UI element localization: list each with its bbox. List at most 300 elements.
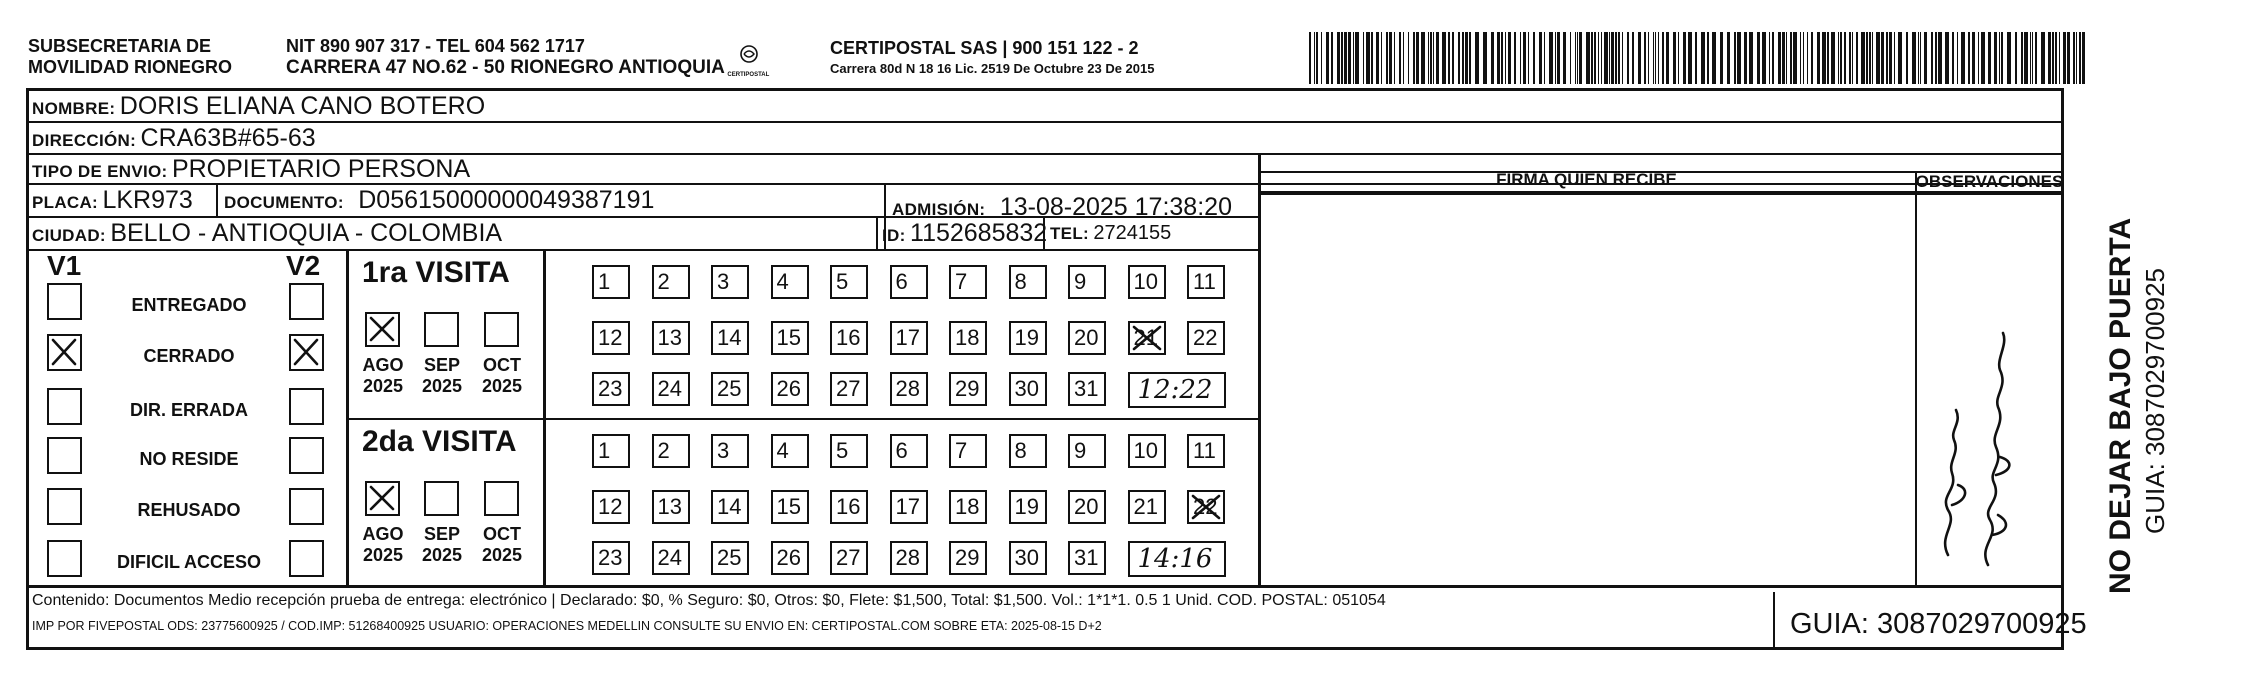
v1-checkbox[interactable] <box>47 488 82 525</box>
barcode-bar <box>1662 32 1664 84</box>
handwritten-signature <box>1908 275 2028 575</box>
handwritten-time: 14:16 <box>1137 544 1213 574</box>
month-checkbox[interactable] <box>424 481 459 516</box>
barcode-bar <box>1557 32 1560 84</box>
barcode-bar <box>1786 32 1787 84</box>
barcode-bar <box>1712 32 1716 84</box>
barcode-bar <box>1886 32 1888 84</box>
month-checkbox[interactable] <box>365 312 400 347</box>
barcode-bar <box>1363 32 1364 84</box>
day-number: 26 <box>776 545 801 570</box>
day-box[interactable] <box>949 541 987 575</box>
barcode-bar <box>1655 32 1656 84</box>
footer-content-line: Contenido: Documentos Medio recepción prueba de entrega: electrónico | Declarado: $0, % Seguro: $0, Otros: $0, Flete: $1,500, Total: $1,500. Vol.: 1*1*1. 0.5 1 Unid. COD. POSTAL: 051054 <box>32 592 1386 609</box>
day-number: 20 <box>1074 325 1099 350</box>
v2-checkbox[interactable] <box>289 388 324 425</box>
day-number: 19 <box>1014 494 1039 519</box>
barcode-bar <box>1782 32 1785 84</box>
month-label <box>474 524 530 566</box>
admission-value: 13-08-2025 17:38:20 <box>999 193 1232 221</box>
v2-checkbox[interactable] <box>289 437 324 474</box>
barcode-bar <box>1497 32 1500 84</box>
month-year: 2025 <box>421 376 463 396</box>
day-number: 9 <box>1074 269 1087 294</box>
v1-checkbox[interactable] <box>47 334 82 371</box>
barcode-bar <box>1999 32 2000 84</box>
barcode-bar <box>1889 32 1892 84</box>
barcode-bar <box>1570 32 1571 84</box>
day-number: 23 <box>598 376 623 401</box>
barcode <box>1309 32 2089 84</box>
barcode-bar <box>1749 32 1753 84</box>
v2-checkbox[interactable] <box>289 540 324 577</box>
barcode-bar <box>1622 32 1623 84</box>
barcode-bar <box>2076 32 2077 84</box>
guia-vertical: GUIA: 3087029700925 <box>2140 268 2170 534</box>
v1-checkbox[interactable] <box>47 437 82 474</box>
time-box[interactable] <box>1128 372 1226 408</box>
barcode-bar <box>1421 32 1425 84</box>
day-box[interactable] <box>1009 541 1047 575</box>
day-number: 30 <box>1014 376 1039 401</box>
barcode-bar <box>2024 32 2028 84</box>
barcode-bar <box>1436 32 1439 84</box>
day-box[interactable] <box>949 321 987 355</box>
shipment-type: PROPIETARIO PERSONA <box>171 155 471 183</box>
status-label: CERRADO <box>143 346 235 366</box>
barcode-bar <box>2067 32 2070 84</box>
barcode-bar <box>1408 32 1409 84</box>
month-name: SEP <box>423 355 461 375</box>
day-number: 2 <box>657 438 670 463</box>
day-box[interactable] <box>890 321 928 355</box>
barcode-bar <box>1918 32 1919 84</box>
barcode-bar <box>1778 32 1781 84</box>
day-box[interactable] <box>830 372 868 406</box>
day-number: 5 <box>836 269 849 294</box>
day-number: 29 <box>955 376 980 401</box>
plate-label: PLACA: <box>32 193 99 212</box>
barcode-bar <box>1321 32 1322 84</box>
observations-header: OBSERVACIONES <box>1915 172 2064 191</box>
day-box[interactable] <box>949 372 987 406</box>
barcode-bar <box>1844 32 1846 84</box>
barcode-bar <box>1533 32 1535 84</box>
month-checkbox[interactable] <box>484 481 519 516</box>
barcode-bar <box>1465 32 1468 84</box>
day-number: 13 <box>657 325 682 350</box>
day-box[interactable] <box>771 434 809 468</box>
month-label <box>474 355 530 397</box>
barcode-bar <box>1483 32 1487 84</box>
day-number: 16 <box>836 325 861 350</box>
day-box[interactable] <box>1009 490 1047 524</box>
month-name: AGO <box>362 355 404 375</box>
day-box[interactable] <box>890 372 928 406</box>
day-box[interactable] <box>1009 265 1047 299</box>
day-box[interactable] <box>949 434 987 468</box>
barcode-bar <box>2079 32 2081 84</box>
barcode-bar <box>1852 32 1853 84</box>
type-row <box>32 155 470 184</box>
barcode-bar <box>1341 32 1343 84</box>
barcode-bar <box>1653 32 1654 84</box>
tel-label: TEL: <box>1050 224 1089 243</box>
barcode-bar <box>1386 32 1388 84</box>
barcode-bar <box>2032 32 2033 84</box>
day-number: 3 <box>717 269 730 294</box>
barcode-bar <box>1856 32 1858 84</box>
barcode-bar <box>1648 32 1649 84</box>
day-box[interactable] <box>1068 265 1106 299</box>
day-number: 11 <box>1193 269 1216 294</box>
x-mark-icon <box>367 314 397 344</box>
month-year: 2025 <box>362 376 404 396</box>
day-box[interactable] <box>1187 434 1225 468</box>
barcode-bar <box>2052 32 2054 84</box>
header-company <box>830 38 1154 76</box>
barcode-bar <box>2059 32 2060 84</box>
barcode-bar <box>1957 32 1958 84</box>
barcode-bar <box>1381 32 1382 84</box>
day-number: 16 <box>836 494 861 519</box>
barcode-bar <box>2048 32 2051 84</box>
license-line: Carrera 80d N 18 16 Lic. 2519 De Octubre 23 De 2015 <box>830 61 1155 76</box>
day-box[interactable] <box>592 541 630 575</box>
x-mark-icon <box>291 336 321 368</box>
city-label: CIUDAD: <box>32 226 106 245</box>
day-box[interactable] <box>592 372 630 406</box>
barcode-bar <box>1475 32 1479 84</box>
barcode-bar <box>1894 32 1895 84</box>
barcode-bar <box>1772 32 1774 84</box>
month-year: 2025 <box>481 376 523 396</box>
day-box[interactable] <box>830 434 868 468</box>
day-box[interactable] <box>771 265 809 299</box>
day-number: 21 <box>1133 494 1158 519</box>
barcode-bar <box>1961 32 1965 84</box>
barcode-bar <box>1337 32 1340 84</box>
visit-title: 2da VISITA <box>362 425 517 458</box>
day-box[interactable] <box>1187 265 1225 299</box>
header-contact <box>286 36 769 78</box>
tel-field <box>1050 222 1171 245</box>
day-box[interactable] <box>949 265 987 299</box>
day-box[interactable] <box>1128 434 1166 468</box>
month-name: OCT <box>483 524 521 544</box>
barcode-bar <box>1316 32 1318 84</box>
status-label: DIFICIL ACCESO <box>116 552 261 572</box>
day-number: 7 <box>955 438 968 463</box>
month-year: 2025 <box>421 545 463 565</box>
barcode-bar <box>2021 32 2023 84</box>
barcode-bar <box>1430 32 1432 84</box>
barcode-bar <box>1609 32 1610 84</box>
barcode-bar <box>1632 32 1634 84</box>
day-box[interactable] <box>1128 321 1166 355</box>
day-number: 22 <box>1193 494 1218 519</box>
day-box[interactable] <box>711 490 749 524</box>
tel-value: 2724155 <box>1093 222 1172 244</box>
barcode-bar <box>1366 32 1370 84</box>
day-number: 8 <box>1014 438 1027 463</box>
barcode-bar <box>2041 32 2045 84</box>
barcode-bar <box>1520 32 1521 84</box>
time-box[interactable] <box>1128 541 1226 577</box>
barcode-bar <box>1353 32 1354 84</box>
barcode-bar <box>1355 32 1359 84</box>
barcode-bar <box>1769 32 1770 84</box>
barcode-bar <box>1458 32 1460 84</box>
barcode-bar <box>1972 32 1975 84</box>
barcode-bar <box>1924 32 1927 84</box>
month-year: 2025 <box>481 545 523 565</box>
day-box[interactable] <box>830 321 868 355</box>
barcode-bar <box>1416 32 1419 84</box>
barcode-bar <box>1838 32 1839 84</box>
barcode-bar <box>1876 32 1880 84</box>
status-label: REHUSADO <box>137 500 241 520</box>
barcode-bar <box>2073 32 2075 84</box>
barcode-bar <box>1807 32 1808 84</box>
barcode-bar <box>1399 32 1401 84</box>
barcode-bar <box>1528 32 1529 84</box>
barcode-bar <box>1448 32 1450 84</box>
day-box[interactable] <box>652 434 690 468</box>
recipient-name: DORIS ELIANA CANO BOTERO <box>119 92 486 120</box>
visit-title: 1ra VISITA <box>362 256 510 289</box>
day-box[interactable] <box>711 265 749 299</box>
day-box[interactable] <box>830 490 868 524</box>
barcode-bar <box>1579 32 1582 84</box>
org-line-1: SUBSECRETARIA DE <box>28 36 212 56</box>
barcode-bar <box>1604 32 1608 84</box>
month-name: AGO <box>362 524 404 544</box>
barcode-bar <box>1952 32 1954 84</box>
day-box[interactable] <box>771 321 809 355</box>
day-box[interactable] <box>1009 372 1047 406</box>
barcode-bar <box>1898 32 1902 84</box>
day-number: 6 <box>895 269 908 294</box>
barcode-bar <box>1601 32 1602 84</box>
barcode-bar <box>1433 32 1434 84</box>
day-box[interactable] <box>592 265 630 299</box>
barcode-bar <box>1935 32 1937 84</box>
day-number: 12 <box>598 325 623 350</box>
signature-header: FIRMA QUIEN RECIBE <box>1496 170 1677 189</box>
day-box[interactable] <box>771 372 809 406</box>
month-checkbox[interactable] <box>365 481 400 516</box>
barcode-bar <box>1501 32 1503 84</box>
barcode-bar <box>1666 32 1669 84</box>
day-number: 20 <box>1074 494 1099 519</box>
day-box[interactable] <box>711 372 749 406</box>
month-name: SEP <box>423 524 461 544</box>
day-box[interactable] <box>652 265 690 299</box>
day-number: 15 <box>776 494 801 519</box>
day-box[interactable] <box>1009 321 1047 355</box>
barcode-bar <box>1931 32 1933 84</box>
day-box[interactable] <box>652 321 690 355</box>
barcode-bar <box>1598 32 1599 84</box>
day-box[interactable] <box>652 372 690 406</box>
barcode-bar <box>1861 32 1865 84</box>
barcode-bar <box>1627 32 1629 84</box>
barcode-bar <box>1403 32 1404 84</box>
x-mark-icon <box>49 336 79 368</box>
barcode-bar <box>1673 32 1676 84</box>
v2-checkbox[interactable] <box>289 334 324 371</box>
barcode-bar <box>1757 32 1760 84</box>
day-number: 18 <box>955 325 980 350</box>
barcode-bar <box>1744 32 1747 84</box>
day-box[interactable] <box>830 265 868 299</box>
day-box[interactable] <box>890 434 928 468</box>
footer-guia-box: GUIA: 3087029700925 <box>1790 608 2087 640</box>
v1-label: V1 <box>47 250 82 281</box>
day-box[interactable] <box>1128 490 1166 524</box>
barcode-bar <box>1615 32 1617 84</box>
barcode-bar <box>1790 32 1792 84</box>
day-number: 19 <box>1014 325 1039 350</box>
day-number: 24 <box>657 545 682 570</box>
barcode-bar <box>1658 32 1659 84</box>
plate-value: LKR973 <box>102 186 193 214</box>
day-box[interactable] <box>592 321 630 355</box>
barcode-bar <box>1326 32 1329 84</box>
barcode-bar <box>1348 32 1351 84</box>
month-checkbox[interactable] <box>424 312 459 347</box>
barcode-bar <box>1938 32 1942 84</box>
address-label: DIRECCIÓN: <box>32 131 137 150</box>
v1-checkbox[interactable] <box>47 388 82 425</box>
day-box[interactable] <box>771 490 809 524</box>
barcode-bar <box>1309 32 1311 84</box>
day-number: 13 <box>657 494 682 519</box>
day-box[interactable] <box>890 490 928 524</box>
day-number: 31 <box>1074 376 1099 401</box>
barcode-bar <box>2001 32 2003 84</box>
day-number: 10 <box>1133 438 1158 463</box>
v1-checkbox[interactable] <box>47 283 82 320</box>
day-box[interactable] <box>652 490 690 524</box>
day-box[interactable] <box>949 490 987 524</box>
day-number: 1 <box>598 438 611 463</box>
barcode-bar <box>1869 32 1871 84</box>
day-box[interactable] <box>592 434 630 468</box>
day-box[interactable] <box>711 434 749 468</box>
barcode-bar <box>1577 32 1578 84</box>
barcode-bar <box>1575 32 1576 84</box>
barcode-bar <box>1611 32 1614 84</box>
barcode-bar <box>1462 32 1464 84</box>
month-checkbox[interactable] <box>484 312 519 347</box>
day-box[interactable] <box>890 265 928 299</box>
address-line: CARRERA 47 NO.62 - 50 RIONEGRO ANTIOQUIA CERTIPOSTAL <box>286 57 769 78</box>
x-mark-icon <box>367 483 397 513</box>
barcode-bar <box>1727 32 1730 84</box>
id-label: ID: <box>882 226 906 245</box>
day-box[interactable] <box>1068 372 1106 406</box>
barcode-bar <box>1822 32 1826 84</box>
day-box[interactable] <box>1068 434 1106 468</box>
barcode-bar <box>1508 32 1511 84</box>
x-mark-icon <box>1189 492 1223 522</box>
barcode-bar <box>1945 32 1949 84</box>
barcode-bar <box>1428 32 1429 84</box>
barcode-bar <box>1618 32 1620 84</box>
city-field <box>32 219 502 248</box>
day-number: 12 <box>598 494 623 519</box>
day-box[interactable] <box>1068 321 1106 355</box>
v2-checkbox[interactable] <box>289 283 324 320</box>
day-box[interactable] <box>711 541 749 575</box>
barcode-bar <box>1707 32 1709 84</box>
barcode-bar <box>1591 32 1593 84</box>
barcode-bar <box>1906 32 1908 84</box>
day-box[interactable] <box>652 541 690 575</box>
barcode-bar <box>1981 32 1985 84</box>
v2-checkbox[interactable] <box>289 488 324 525</box>
day-box[interactable] <box>711 321 749 355</box>
day-box[interactable] <box>1068 490 1106 524</box>
day-number: 29 <box>955 545 980 570</box>
handwritten-time: 12:22 <box>1137 375 1213 405</box>
day-box[interactable] <box>1009 434 1047 468</box>
barcode-bar <box>1555 32 1556 84</box>
x-mark-icon <box>1130 323 1164 353</box>
day-number: 14 <box>717 325 742 350</box>
barcode-bar <box>1762 32 1766 84</box>
day-number: 15 <box>776 325 801 350</box>
day-box[interactable] <box>890 541 928 575</box>
day-number: 11 <box>1193 438 1216 463</box>
city-value: BELLO - ANTIOQUIA - COLOMBIA <box>110 219 503 247</box>
barcode-bar <box>1331 32 1333 84</box>
admission-label: ADMISIÓN: <box>892 200 986 219</box>
admission-field <box>892 193 1232 222</box>
barcode-bar <box>1988 32 1991 84</box>
day-box[interactable] <box>1068 541 1106 575</box>
v1-checkbox[interactable] <box>47 540 82 577</box>
day-box[interactable] <box>1128 265 1166 299</box>
day-number: 10 <box>1133 269 1158 294</box>
barcode-bar <box>1523 32 1526 84</box>
day-box[interactable] <box>830 541 868 575</box>
recipient-address: CRA63B#65-63 <box>140 124 316 152</box>
barcode-bar <box>1563 32 1566 84</box>
day-number: 25 <box>717 545 742 570</box>
id-value: 1152685832 <box>910 219 1048 247</box>
logo-text: CERTIPOSTAL <box>727 71 770 78</box>
day-number: 31 <box>1074 545 1099 570</box>
barcode-bar <box>1371 32 1373 84</box>
day-box[interactable] <box>592 490 630 524</box>
plate-field <box>32 186 193 215</box>
month-label <box>414 355 470 397</box>
day-number: 28 <box>895 545 920 570</box>
barcode-bar <box>1389 32 1392 84</box>
barcode-bar <box>1881 32 1884 84</box>
day-box[interactable] <box>771 541 809 575</box>
address-row <box>32 124 316 153</box>
day-box[interactable] <box>1187 321 1225 355</box>
day-number: 21 <box>1133 325 1158 350</box>
name-row <box>32 92 485 121</box>
day-box[interactable] <box>1187 490 1225 524</box>
day-number: 6 <box>895 438 908 463</box>
barcode-bar <box>1968 32 1970 84</box>
